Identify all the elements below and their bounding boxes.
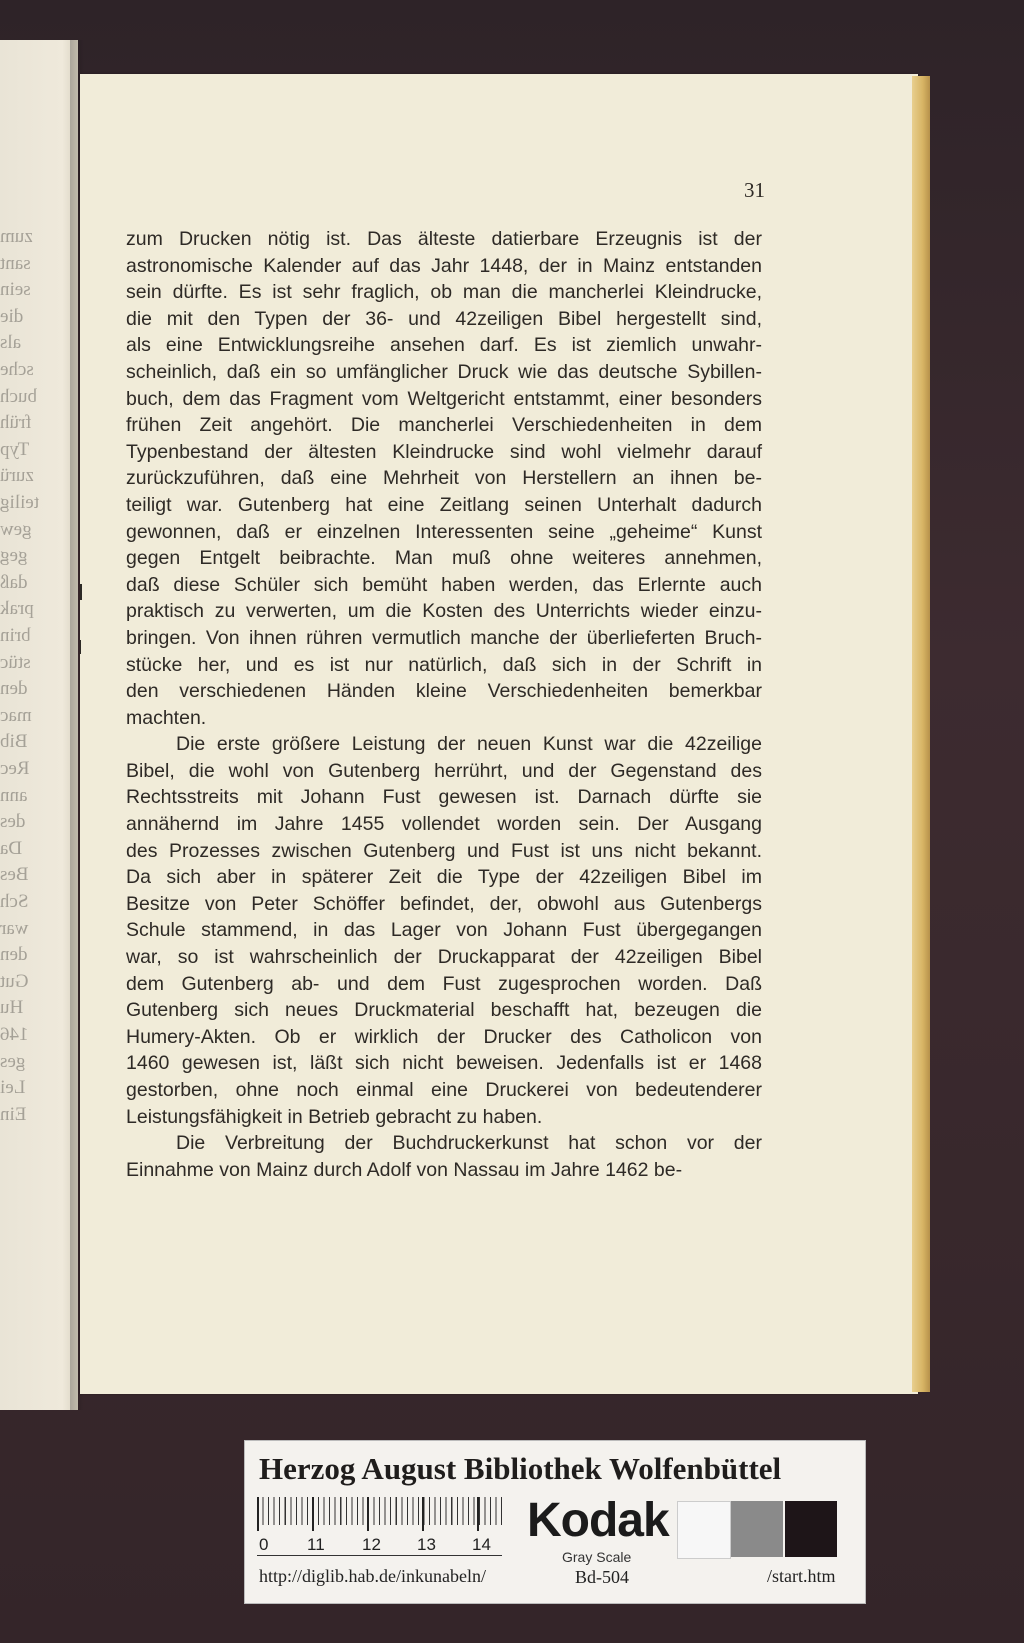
left-page-fragment: stüc	[0, 651, 31, 673]
left-page-fragment: teilig	[0, 492, 40, 513]
ruler-ticks	[257, 1497, 502, 1525]
ruler-major-tick	[367, 1497, 369, 1531]
page-text	[126, 226, 762, 1183]
text-line: gegen Entgelt beibrachte. Man muß ohne weiteres annehmen,	[126, 547, 762, 570]
start-link-text: /start.htm	[767, 1566, 836, 1586]
left-page-fragment: Gut	[0, 970, 29, 992]
text-line: annähernd im Jahre 1455 vollendet worden sein. Der Ausgang	[126, 813, 762, 836]
ruler-major-tick	[257, 1497, 259, 1531]
text-line: Da sich aber in späterer Zeit die Type der 42zeiligen Bibel im	[126, 866, 762, 889]
gray-scale-caption: Gray Scale	[562, 1549, 632, 1565]
text-line: Die Verbreitung der Buchdruckerkunst hat schon vor der	[176, 1132, 762, 1155]
ruler-number: 12	[362, 1535, 381, 1554]
text-line: als eine Entwicklungsreihe ansehen darf. Es ist ziemlich unwahr-	[126, 334, 762, 357]
left-page-fragment: prak	[0, 598, 34, 620]
ruler-number: 0	[259, 1535, 269, 1554]
left-page-fragment: die	[0, 305, 24, 327]
text-line: zum Drucken nötig ist. Das älteste datierbare Erzeugnis ist der	[126, 228, 762, 250]
text-line: Rechtsstreits mit Johann Fust gewesen ist. Darnach dürfte sie	[126, 786, 762, 809]
text-line: gestorben, ohne noch einmal eine Druckerei von bedeutenderer	[126, 1079, 762, 1101]
left-page-fragment: den	[0, 678, 28, 700]
left-page-fragment: zum	[0, 226, 33, 247]
left-page-fragment: ges	[0, 1050, 26, 1072]
left-page-fragment: den	[0, 944, 28, 966]
text-line: Besitze von Peter Schöffer befindet, der, obwohl aus Gutenbergs	[126, 892, 762, 915]
kodak-logo: Kodak	[527, 1494, 669, 1547]
text-line: dem Gutenberg ab- und dem Fust zugesprochen worden. Daß	[126, 972, 762, 995]
text-line: Gutenberg sich neues Druckmaterial beschafft hat, bezeugen die	[126, 999, 762, 1022]
scale-ruler	[257, 1497, 502, 1556]
text-line: praktisch zu verwerten, um die Kosten des Unterrichts wieder einzu-	[126, 600, 762, 623]
gray-swatch-white	[677, 1501, 731, 1559]
left-page-fragment: Hu	[0, 997, 24, 1019]
left-page-fragment: als	[0, 332, 22, 354]
left-page-fragment: Lei	[0, 1077, 26, 1099]
left-page-fragment: buch	[0, 385, 37, 407]
text-line: Bibel, die wohl von Gutenberg herrührt, und der Gegenstand des	[126, 759, 762, 782]
left-page-fragment: geg	[0, 545, 28, 567]
text-line: teiligt war. Gutenberg hat eine Zeitlang seinen Unterhalt dadurch	[126, 493, 762, 516]
left-page-fragment: mac	[0, 704, 32, 726]
left-page-fragment: sein	[0, 279, 31, 301]
left-page-fragment: 146	[0, 1024, 29, 1045]
left-page-fragment: Bes	[0, 864, 29, 886]
ruler-major-tick	[477, 1497, 479, 1531]
text-line: Die erste größere Leistung der neuen Kunst war die 42zeilige	[176, 733, 762, 756]
ruler-number: 13	[417, 1535, 436, 1554]
left-page-fragment: sant	[0, 252, 31, 274]
text-line: Typenbestand der ältesten Kleindrucke sind wohl vielmehr darauf	[126, 440, 762, 463]
text-line: die mit den Typen der 36- und 42zeiligen Bibel hergestellt sind,	[126, 307, 762, 330]
library-label	[244, 1440, 866, 1604]
text-line: 1460 gewesen ist, läßt sich nicht beweisen. Jedenfalls ist er 1468	[126, 1052, 762, 1075]
left-page-fragment: zurü	[0, 465, 34, 487]
ruler-number: 11	[307, 1535, 325, 1554]
text-line: sein dürfte. Es ist sehr fraglich, ob man die mancherlei Kleindrucke,	[126, 281, 762, 304]
text-line: zurückzuführen, daß eine Mehrheit von Herstellern an ihnen be-	[126, 467, 762, 490]
text-line: Schule stammend, in das Lager von Johann Fust übergegangen	[126, 919, 762, 942]
left-page-fragment: war	[0, 917, 29, 939]
text-line: stücke her, und es ist nur natürlich, daß sich in der Schrift in	[126, 653, 762, 676]
text-line: scheinlich, daß ein so umfänglicher Druck wie das deutsche Sybillen-	[126, 360, 762, 383]
gray-swatch-dark	[785, 1501, 837, 1557]
left-page-fragment: des	[0, 811, 26, 833]
ruler-number: 14	[472, 1535, 491, 1554]
margin-mark	[80, 640, 81, 654]
text-line: buch, dem das Fragment vom Weltgericht entstammt, einer besonders	[126, 387, 762, 410]
text-line: bringen. Von ihnen rühren vermutlich manche der überlieferten Bruch-	[126, 626, 762, 649]
ruler-major-tick	[312, 1497, 314, 1531]
text-line: des Prozesses zwischen Gutenberg und Fust ist uns nicht bekannt.	[126, 839, 762, 862]
left-page-fragment: früh	[0, 412, 32, 434]
page-number: 31	[744, 178, 765, 202]
text-line: gewonnen, daß er einzelnen Interessenten seine „geheime“ Kunst	[126, 520, 762, 543]
ruler-major-tick	[422, 1497, 424, 1531]
margin-mark	[80, 584, 82, 600]
text-line: Humery-Akten. Ob er wirklich der Drucker des Catholicon von	[126, 1025, 762, 1048]
left-page-fragment: Sch	[0, 891, 29, 912]
gray-swatch-mid	[731, 1501, 783, 1557]
left-page-fragment: daß	[0, 571, 28, 593]
text-line: war, so ist wahrscheinlich der Druckapparat der 42zeiligen Bibel	[126, 946, 762, 969]
left-page-fragment: Bib	[0, 731, 28, 753]
archive-url: http://diglib.hab.de/inkunabeln/	[259, 1566, 486, 1586]
left-page-fragment: sche	[0, 359, 34, 380]
shelfmark: Bd-504	[575, 1567, 629, 1587]
left-page-fragment: ann	[0, 784, 28, 806]
left-page-fragment: gew	[0, 518, 32, 540]
text-line: Leistungsfähigkeit in Betrieb gebracht zu haben.	[126, 1105, 543, 1128]
text-line: daß diese Schüler sich bemüht haben werden, das Erlernte auch	[126, 573, 762, 596]
library-name: Herzog August Bibliothek Wolfenbüttel	[259, 1451, 782, 1486]
text-line: frühen Zeit angehört. Die mancherlei Verschiedenheiten in dem	[126, 414, 762, 437]
left-page-fragment: brin	[0, 625, 31, 646]
left-page-fragment: Typ	[0, 438, 30, 460]
left-page-fragment: Da	[0, 837, 23, 859]
left-page-edge	[0, 40, 78, 1410]
text-line: machten.	[126, 706, 207, 729]
text-line: astronomische Kalender auf das Jahr 1448, der in Mainz entstanden	[126, 254, 762, 277]
text-line: den verschiedenen Händen kleine Verschiedenheiten bemerkbar	[126, 680, 762, 703]
left-page-fragment: Rec	[0, 758, 30, 779]
text-line: Einnahme von Mainz durch Adolf von Nassau im Jahre 1462 be-	[126, 1158, 683, 1181]
page-edge	[912, 76, 930, 1392]
left-page-fragment: Ein	[0, 1103, 27, 1125]
